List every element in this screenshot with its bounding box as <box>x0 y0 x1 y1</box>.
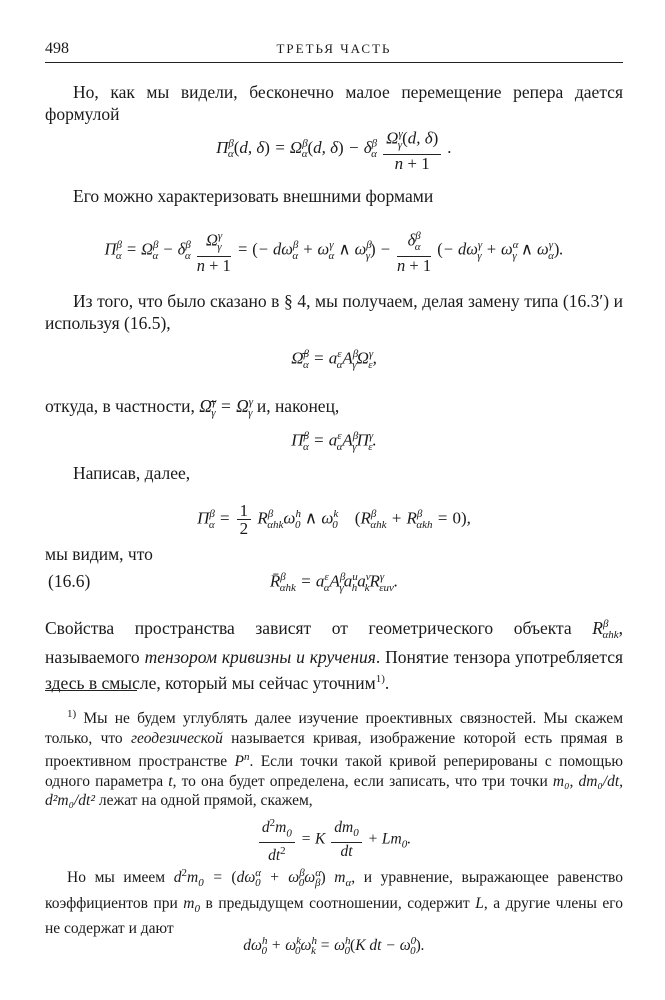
paragraph-7-end: . Понятие тензора употребляется здесь в смысле, который мы сейчас уточним <box>45 647 624 694</box>
footnote-para2-a: Но мы имеем <box>67 869 166 887</box>
footnote-1 <box>45 705 623 811</box>
paragraph-4: откуда, в частности, Ω̄$^\gamma_\gamma$ = $\Omega^\gamma_\gamma$ и, наконец, <box>45 395 340 420</box>
paragraph-4-end: и, наконец, <box>256 395 340 416</box>
paragraph-4-start: откуда, в частности, <box>45 395 195 416</box>
page-number: 498 <box>45 40 69 57</box>
paragraph-7-before: Свойства пространства зависят от геометрического объекта <box>45 617 572 638</box>
paragraph-3: Из того, что было сказано в § 4, мы получаем, делая замену типа (16.3′) и используя (16.5), <box>45 291 623 333</box>
footnote-symbol-P: P <box>234 753 244 771</box>
footnote-points: m₀, dm₀/dt, d²m₀/dt² <box>45 772 624 810</box>
footnote-text-1: Мы не будем углублять далее изучение проективных связностей. Мы скажем только, что <box>45 710 624 747</box>
paragraph-2: Его можно характеризовать внешними формами <box>73 186 434 206</box>
running-header <box>45 40 623 62</box>
running-title: ТРЕТЬЯ ЧАСТЬ <box>276 41 392 56</box>
formula-4: Π̄$^\beta_\alpha$ = $a^\varepsilon_\alpha A^\beta_\gamma\Pi^\gamma_\varepsilon$. <box>291 430 377 454</box>
footnote-marker: 1) <box>67 708 77 720</box>
paragraph-6: мы видим, что <box>45 544 153 564</box>
footnote-rule <box>45 690 137 691</box>
footnote-para2-b: , и уравнение, выражающее равенство коэффициентов при <box>45 869 624 912</box>
formula-1: $\Pi^\beta_\alpha(d$, $\delta) = \Omega^\beta_\alpha(d$, $\delta) - \delta^\beta_\alpha$ $\frac{\Omega^\gamma_\gamma(d, \delta)}{n + 1}$ . <box>216 128 452 174</box>
footnote-text-5: лежат на одной прямой, скажем, <box>98 792 313 810</box>
paragraph-7-tail: . <box>384 673 390 694</box>
formula-3: Ω̄$^\beta_\alpha$ = $a^\varepsilon_\alpha A^\beta_\gamma\Omega^\gamma_\varepsilon$, <box>291 348 377 372</box>
footnote-para2-c: в предыдущем соотношении, содержит <box>205 894 470 912</box>
footnote-text-4: , то она будет определена, если записать, что три точки <box>172 772 548 790</box>
formula-6: R̄$^\beta_{\alpha hk}$ = $a^\varepsilon_\alpha A^\beta_\gamma a^u_ha^v_kR^\gamma_{\varepsilon uv}$. <box>269 571 399 595</box>
formula-2: $\Pi^\beta_\alpha = \Omega^\beta_\alpha - \delta^\beta_\alpha$ $\frac{\Omega^\gamma_\gamma}{n + 1}$ = (− $d\omega^\beta_\alpha + \omega^\gamma_\alpha$ ∧ $\omega^\beta_\gamma$) − $\frac{\delta^\beta_\alpha}{n + 1}$ (− $d\omega^\gamma_\gamma + \omega^\alpha_\gamma$ ∧ $\omega^\gamma_\alpha$). <box>104 230 564 275</box>
footnote-para2-d: , а другие члены его не содержат и дают <box>45 894 624 938</box>
footnote-text-2: называется кривая, изображение которой есть прямая в проективном пространстве <box>45 729 623 771</box>
footnote-text-3: . Если точки такой кривой реперированы с помощью одного параметра <box>45 753 623 790</box>
formula-5: $\Pi^\beta_\alpha$ = $\frac{1}{2}$ $R^\beta_{\alpha hk}\omega^h_0$ ∧ $\omega^k_0$ $(R^\beta_{\alpha hk} + R^\beta_{\alpha kh} = 0)$, <box>197 501 471 538</box>
paragraph-5: Написав, далее, <box>73 463 191 483</box>
paragraph-7: Свойства пространства зависят от геометрического объекта $R^\beta_{\alpha hk}$, называемого тензором кривизны и кручения. Понятие тензора употребляется здесь в смысле, который мы сейчас уточним$^{1)}$. <box>45 617 624 694</box>
footnote-symbol-n: n <box>244 751 250 764</box>
footnote-ref[interactable]: 1) <box>375 673 385 686</box>
footnote-emphasis: геодезической <box>130 729 223 747</box>
paragraph-1: Но, как мы видели, бесконечно малое перемещение репера дается формулой <box>45 82 623 124</box>
footnote-formula-2: $d\omega^h_0 + \omega^k_0\omega^h_k = \omega^h_0(K$ dt − $\omega^0_0$). <box>243 935 425 958</box>
paragraph-7-mid: , называемого <box>45 617 623 668</box>
header-rule <box>45 62 623 63</box>
paragraph-7-emphasis: тензором кривизны и кручения <box>144 647 376 668</box>
footnote-2: Но мы имеем $d^2m_0 = (d\omega^\alpha_0 + \omega^\beta_0\omega^\alpha_\beta)$ $m_\alpha$, и уравнение, выражающее равенство коэффициентов при $m_0$ в предыдущем соотношении, содержит L, а другие члены его не содержат и дают <box>45 867 624 938</box>
equation-label: (16.6) <box>48 571 91 591</box>
footnote-symbol-t: t <box>168 772 173 790</box>
footnote-symbol-L: L <box>475 894 484 912</box>
footnote-formula-1: $\frac{d^2m_0}{dt^2}$ = K $\frac{dm_0}{dt}$ + $Lm_0$. <box>45 815 623 864</box>
